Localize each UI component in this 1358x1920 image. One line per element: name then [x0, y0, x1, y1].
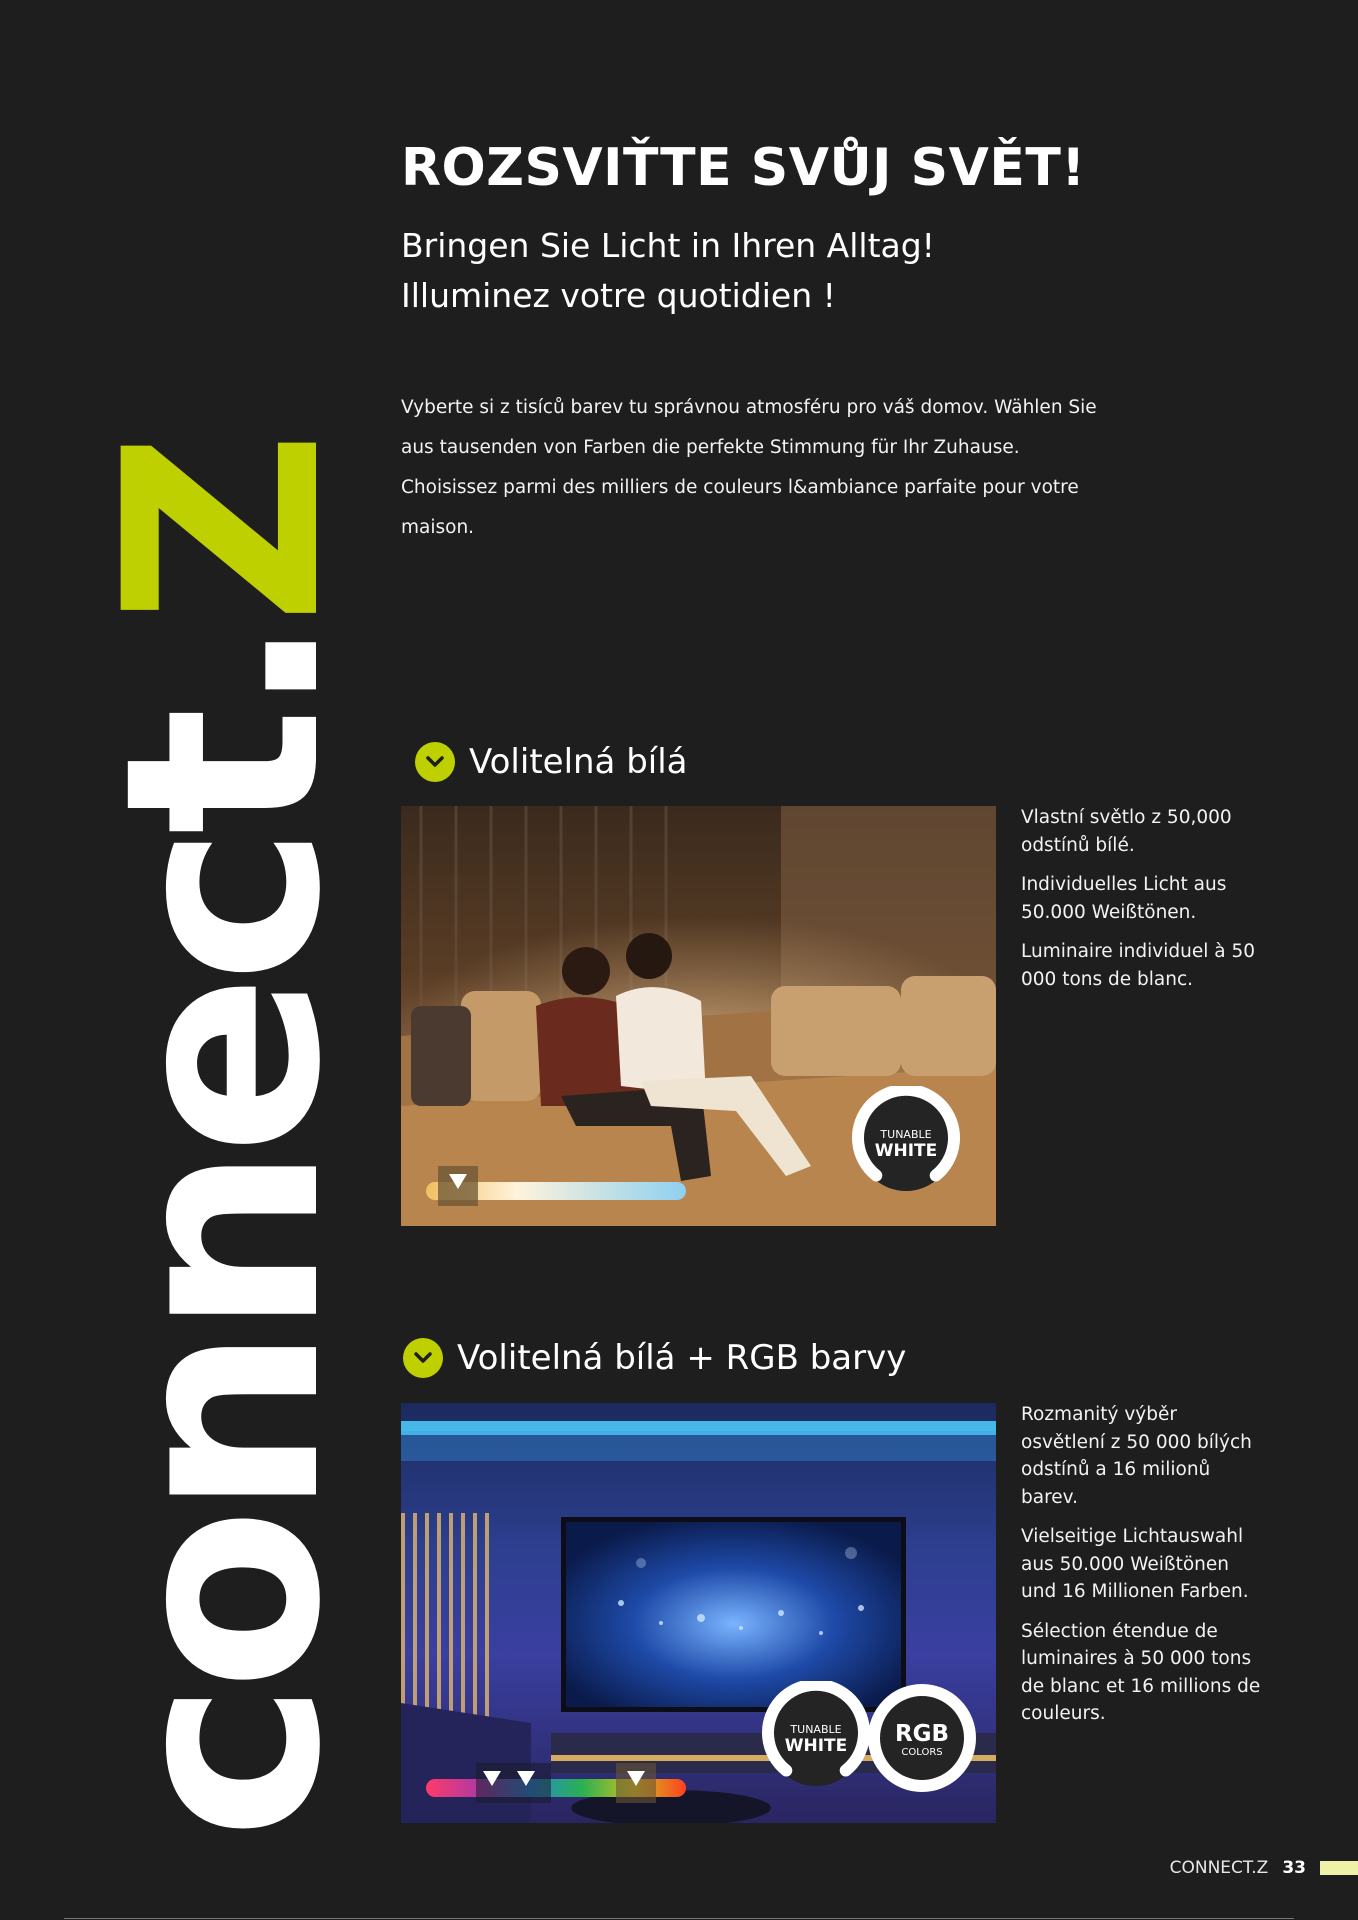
- tunable-white-badge: [849, 1086, 963, 1200]
- badge-small-text: TUNABLE: [880, 1128, 932, 1141]
- intro-text: Vyberte si z tisíců barev tu správnou atmosféru pro váš domov. Wählen Sie aus tausenden von Farben die perfekte Stimmung für Ihr Zuhause. Choisissez parmi des milliers de couleurs l&ambiance parfaite pour votre maison.: [401, 397, 1097, 538]
- section-title: Volitelná bílá + RGB barvy: [457, 1338, 907, 1378]
- badge-small-text: COLORS: [901, 1747, 943, 1758]
- page-title: ROZSVIŤTE SVŮJ SVĚT!: [401, 138, 1086, 198]
- section-title: Volitelná bílá: [469, 742, 688, 782]
- description-fr: Sélection étendue de luminaires à 50 000 tons de blanc et 16 millions de couleurs.: [1021, 1620, 1261, 1724]
- brand-word: connect: [68, 716, 380, 1840]
- chevron-down-icon: [415, 742, 455, 782]
- badge-big-text: WHITE: [784, 1736, 848, 1756]
- tv-room-photo: [401, 1403, 996, 1823]
- footer-brand: CONNECT.Z: [1169, 1858, 1269, 1878]
- description-de: Individuelles Licht aus 50.000 Weißtönen.: [1021, 874, 1227, 923]
- badge-big-text: RGB: [894, 1721, 950, 1747]
- rgb-colors-badge: [865, 1681, 979, 1795]
- section-tunable-white-heading: [415, 742, 688, 782]
- description-cs: Rozmanitý výběr osvětlení z 50 000 bílých odstínů a 16 milionů barev.: [1021, 1404, 1252, 1508]
- description-cs: Vlastní světlo z 50,000 odstínů bílé.: [1021, 807, 1232, 856]
- badge-big-text: WHITE: [874, 1141, 938, 1161]
- section-rgb-heading: [403, 1338, 906, 1378]
- section-rgb-description: [1021, 1401, 1261, 1740]
- bottom-rule: [64, 1918, 1294, 1919]
- svg-text:connect.Z: [68, 441, 380, 1840]
- section-tunable-white-description: [1021, 804, 1261, 1005]
- description-fr: Luminaire individuel à 50 000 tons de blanc.: [1021, 941, 1255, 990]
- brand-wordmark: [68, 140, 380, 1850]
- brand-letter: Z: [68, 440, 380, 625]
- footer-accent-bar: [1320, 1861, 1358, 1875]
- badge-small-text: TUNABLE: [790, 1723, 842, 1736]
- subheadline-de: Bringen Sie Licht in Ihren Alltag!: [401, 226, 935, 265]
- chevron-down-icon: [403, 1338, 443, 1378]
- page-footer: [1170, 1858, 1358, 1878]
- brand-dot: .: [68, 624, 380, 717]
- subheadline-fr: Illuminez votre quotidien !: [401, 276, 836, 315]
- page-number: 33: [1282, 1858, 1306, 1878]
- description-de: Vielseitige Lichtauswahl aus 50.000 Weißtönen und 16 Millionen Farben.: [1021, 1526, 1249, 1602]
- tunable-white-badge: [759, 1681, 873, 1795]
- living-room-photo: [401, 806, 996, 1226]
